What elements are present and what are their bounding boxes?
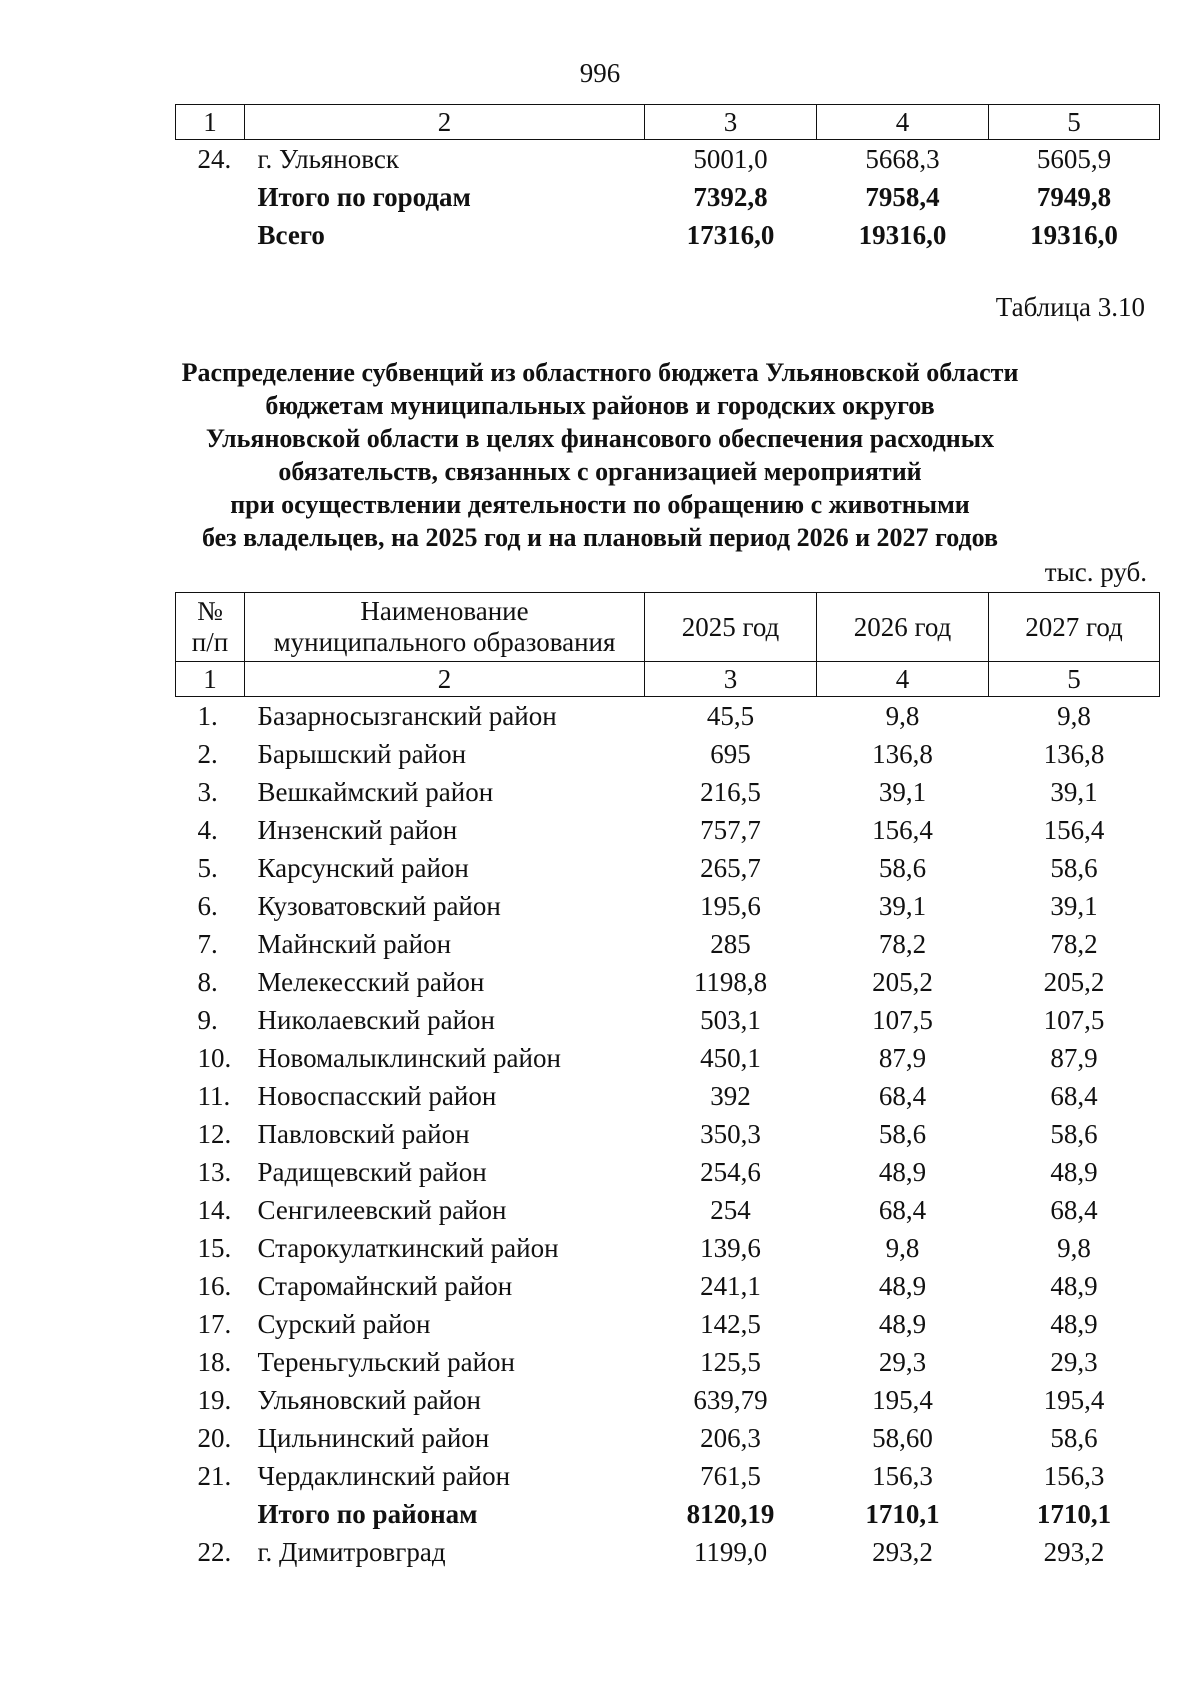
value-2027: 58,6 [1050,1118,1098,1149]
table-row [176,1495,1160,1533]
table-row [176,1343,1160,1381]
value-2026: 195,4 [872,1384,933,1415]
column-number: 5 [989,662,1160,697]
municipality-name: Инзенский район [257,814,458,845]
table-row [176,140,1160,179]
table-row [176,925,1160,963]
column-number: 4 [817,105,989,140]
column-number-row [176,662,1160,697]
value-2025: 254 [710,1194,751,1225]
value-2027: 19316,0 [1030,219,1118,250]
title-line: при осуществлении деятельности по обращению с животными [230,490,970,519]
municipality-name: Всего [257,219,325,250]
table-row [176,735,1160,773]
column-number: 5 [989,105,1160,140]
table-row [176,1191,1160,1229]
value-2026: 1710,1 [865,1498,940,1529]
municipality-name: Сурский район [257,1308,431,1339]
row-number: 15. [197,1232,232,1263]
value-2025: 254,6 [700,1156,761,1187]
row-number: 18. [197,1346,232,1377]
municipality-name: Карсунский район [257,852,469,883]
value-2027: 58,6 [1050,852,1098,883]
value-2025: 503,1 [700,1004,761,1035]
table-row [176,1001,1160,1039]
column-number: 3 [645,662,817,697]
table-header-row [176,593,1160,662]
value-2027: 78,2 [1050,928,1098,959]
value-2027: 39,1 [1050,776,1098,807]
value-2026: 205,2 [872,966,933,997]
table-row [176,1381,1160,1419]
value-2025: 1198,8 [693,966,768,997]
value-2027: 68,4 [1050,1080,1098,1111]
municipality-name: Базарносызганский район [257,700,557,731]
row-number: 13. [197,1156,232,1187]
row-number: 1. [197,700,218,731]
title-line: Распределение субвенций из областного бюджета Ульяновской области [181,358,1019,387]
municipality-name: Тереньгульский район [257,1346,516,1377]
value-2025: 5001,0 [693,143,768,174]
value-2026: 68,4 [878,1080,927,1111]
municipality-name: Чердаклинский район [257,1460,511,1491]
value-2026: 58,6 [878,852,927,883]
value-2025: 639,79 [693,1384,768,1415]
column-number: 1 [176,105,245,140]
municipality-name: Мелекесский район [257,966,485,997]
title-line: бюджетам муниципальных районов и городских округов [265,391,935,420]
table-row [176,1305,1160,1343]
municipality-name: Ульяновский район [257,1384,481,1415]
row-number: 2. [197,738,218,769]
row-number: 20. [197,1422,232,1453]
value-2027: 48,9 [1050,1308,1098,1339]
municipality-name: Павловский район [257,1118,470,1149]
value-2025: 7392,8 [693,181,768,212]
value-2027: 107,5 [1043,1004,1105,1035]
value-2026: 29,3 [878,1346,927,1377]
municipality-name: Барышский район [257,738,467,769]
table-row [176,849,1160,887]
value-2026: 48,9 [878,1270,927,1301]
table-row [176,1039,1160,1077]
header-number-symbol: № [197,596,223,626]
municipality-name: Новомалыклинский район [257,1042,561,1073]
row-number: 7. [197,928,218,959]
value-2026: 58,60 [872,1422,933,1453]
value-2025: 1199,0 [693,1536,768,1567]
row-number: 14. [197,1194,232,1225]
value-2026: 136,8 [872,738,933,769]
value-2027: 29,3 [1050,1346,1098,1377]
value-2025: 350,3 [700,1118,761,1149]
value-2025: 195,6 [700,890,761,921]
row-number: 11. [197,1080,231,1111]
header-number-abbr: п/п [191,627,229,657]
continuation-table [175,104,1160,254]
value-2025: 139,6 [700,1232,761,1263]
value-2026: 87,9 [878,1042,927,1073]
title-line: Ульяновской области в целях финансового обеспечения расходных [205,424,995,453]
value-2025: 206,3 [700,1422,761,1453]
value-2027: 58,6 [1050,1422,1098,1453]
value-2026: 58,6 [878,1118,927,1149]
value-2026: 293,2 [872,1536,933,1567]
row-number [176,1495,245,1533]
value-2026: 107,5 [872,1004,933,1035]
table-row [176,1419,1160,1457]
row-number: 17. [197,1308,232,1339]
value-2027: 293,2 [1043,1536,1105,1567]
value-2025: 392 [710,1080,751,1111]
value-2025: 216,5 [700,776,761,807]
column-number: 3 [645,105,817,140]
value-2027: 136,8 [1043,738,1105,769]
value-2025: 757,7 [700,814,761,845]
table-row [176,887,1160,925]
value-2025: 17316,0 [686,219,775,250]
municipality-name: Итого по районам [257,1498,478,1529]
value-2027: 156,3 [1043,1460,1105,1491]
value-2025: 265,7 [700,852,761,883]
value-2027: 1710,1 [1036,1498,1112,1529]
value-2025: 241,1 [700,1270,761,1301]
table-row [176,1533,1160,1571]
value-2026: 156,3 [872,1460,933,1491]
header-name [245,593,645,662]
table-row [176,1229,1160,1267]
subvention-table [175,592,1160,1571]
title-line: без владельцев, на 2025 год и на плановый период 2026 и 2027 годов [201,523,999,552]
row-number: 19. [197,1384,232,1415]
value-2026: 39,1 [878,776,927,807]
table-row [176,963,1160,1001]
header-name-line: Наименование [360,596,529,626]
column-number: 1 [176,662,245,697]
value-2026: 48,9 [878,1156,927,1187]
row-number: 22. [197,1536,232,1567]
title-line: обязательств, связанных с организацией мероприятий [278,457,922,486]
municipality-name: Николаевский район [257,1004,496,1035]
value-2025: 285 [710,928,751,959]
row-number: 9. [197,1004,218,1035]
row-number: 10. [197,1042,232,1073]
value-2026: 9,8 [885,700,920,731]
value-2027: 48,9 [1050,1156,1098,1187]
unit-label: тыс. руб. [1044,557,1147,587]
municipality-name: Майнский район [257,928,452,959]
municipality-name: г. Ульяновск [257,143,399,174]
municipality-name: Старомайнский район [257,1270,513,1301]
value-2025: 8120,19 [686,1498,775,1529]
municipality-name: Итого по городам [257,181,471,212]
table-row [176,1153,1160,1191]
value-2026: 48,9 [878,1308,927,1339]
municipality-name: Кузоватовский район [257,890,501,921]
value-2026: 5668,3 [865,143,940,174]
value-2026: 156,4 [872,814,933,845]
table-title [100,356,1100,554]
value-2025: 450,1 [700,1042,761,1073]
row-number: 3. [197,776,218,807]
value-2027: 5605,9 [1036,143,1112,174]
value-2027: 7949,8 [1036,181,1112,212]
column-number: 2 [245,662,645,697]
column-number-row [176,105,1160,140]
value-2027: 156,4 [1043,814,1105,845]
header-name-line: муниципального образования [273,627,616,657]
value-2026: 9,8 [885,1232,920,1263]
page-number: 996 [579,58,621,88]
value-2027: 9,8 [1057,1232,1091,1263]
row-number: 6. [197,890,218,921]
value-2025: 761,5 [700,1460,761,1491]
value-2027: 205,2 [1043,966,1105,997]
value-2027: 87,9 [1050,1042,1098,1073]
table-row [176,216,1160,254]
municipality-name: Новоспасский район [257,1080,497,1111]
table-row [176,1267,1160,1305]
row-number: 8. [197,966,218,997]
value-2027: 9,8 [1057,700,1091,731]
header-number [176,593,245,662]
municipality-name: Радищевский район [257,1156,487,1187]
row-number: 24. [197,143,232,174]
table-row [176,811,1160,849]
column-number: 4 [817,662,989,697]
row-number [176,216,245,254]
column-number: 2 [245,105,645,140]
value-2025: 695 [710,738,751,769]
municipality-name: Цильнинский район [257,1422,490,1453]
header-2025: 2025 год [645,593,817,662]
header-2026: 2026 год [817,593,989,662]
municipality-name: г. Димитровград [257,1536,446,1567]
municipality-name: Старокулаткинский район [257,1232,559,1263]
value-2027: 48,9 [1050,1270,1098,1301]
value-2027: 39,1 [1050,890,1098,921]
value-2025: 45,5 [706,700,755,731]
value-2026: 68,4 [878,1194,927,1225]
row-number: 5. [197,852,218,883]
table-row [176,1457,1160,1495]
table-row [176,773,1160,811]
table-label: Таблица 3.10 [995,292,1145,322]
value-2025: 142,5 [700,1308,761,1339]
header-2027: 2027 год [989,593,1160,662]
table-row [176,1077,1160,1115]
value-2026: 7958,4 [865,181,940,212]
table-row [176,1115,1160,1153]
row-number: 12. [197,1118,232,1149]
municipality-name: Сенгилеевский район [257,1194,507,1225]
value-2025: 125,5 [700,1346,761,1377]
value-2026: 39,1 [878,890,927,921]
value-2027: 68,4 [1050,1194,1098,1225]
value-2027: 195,4 [1043,1384,1105,1415]
row-number [176,178,245,216]
row-number: 4. [197,814,218,845]
value-2026: 19316,0 [858,219,947,250]
table-row [176,697,1160,736]
row-number: 21. [197,1460,232,1491]
municipality-name: Вешкаймский район [257,776,494,807]
value-2026: 78,2 [878,928,927,959]
row-number: 16. [197,1270,232,1301]
table-row [176,178,1160,216]
